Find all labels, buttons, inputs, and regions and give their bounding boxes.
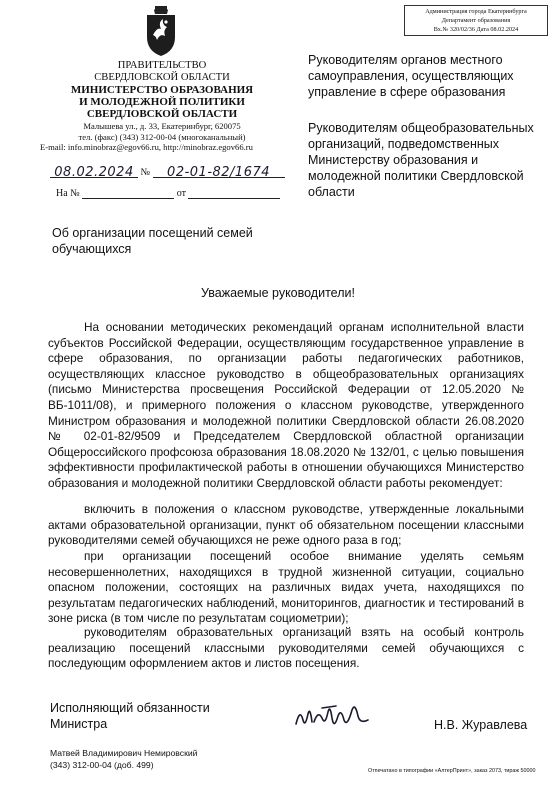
body-text-1: На основании методических рекомендаций органам исполнительной власти субъектов Российской Федерации, осуществляющим государственное управление в сфере образования, по организации работы педагогических работников, осуществляющих классное руководство в общеобразовательных организациях (письмо Министерства просвещения Российской Федерации от 12.05.2020 № ВБ-1011/08), и примерного положения о классном руководстве, утвержденного Министром образования и молодежной политики Свердловской области 26.08.2020 № 02-01-82/9509 и Председателем Свердловской областной организации Общероссийского профсоюза образования 18.08.2020 № 132/01, с целью повышения эффективности профилактической работы в отношении обучающихся Министерство образования и молодежной политики Свердловской области работы рекомендует: [48,320,524,490]
address-line-2: тел. (факс) (343) 312-00-04 (многоканальный) [78,131,246,142]
issuer-line-1: ПРАВИТЕЛЬСТВО [117,60,207,71]
registration-number: 02-01-82/1674 [167,165,271,180]
stamp-line-2: Департамент образования [441,17,511,24]
stamp-line-1: Администрация города Екатеринбурга [425,8,527,15]
body-paragraph-2 [48,502,524,549]
issuer-address [40,121,284,153]
recipients-block-2: Руководителям общеобразовательных организаций, подведомственных Министерству образования и молодежной политики Свердловской области [308,121,534,199]
reference-line [56,186,280,199]
reference-label: На № [56,188,80,199]
body-text-3: при организации посещений особое внимание уделять семьям несовершеннолетних, находящихся в трудной жизненной ситуации, социально опасном положении, состоящих на различных видах учета, находящихся по результатам педагогических наблюдений, мониторингов, диагностик и тестирований в зоне риска (в том числе по результатам социометрии); [48,549,524,626]
executor-phone: (343) 312-00-04 (доб. 499) [50,760,154,770]
from-label: от [176,188,186,199]
issuer-line-4: И МОЛОДЕЖНОЙ ПОЛИТИКИ [79,96,245,108]
issuer-line-5: СВЕРДЛОВСКОЙ ОБЛАСТИ [86,108,238,120]
address-line-3: E-mail: info.minobraz@egov66.ru, http://minobraz.egov66.ru [40,142,253,152]
registration-date-line [50,165,285,178]
body-paragraph-3 [48,549,524,627]
reference-number-blank [82,186,174,199]
stamp-line-3: Вх.№ 320/02/36 Дата 08.02.2024 [433,26,519,33]
body-paragraph-1 [48,320,524,492]
signatory-position-line-2: Министра [50,717,108,731]
issuer-line-3: МИНИСТЕРСТВО ОБРАЗОВАНИЯ [70,84,254,96]
issuer-block [40,60,284,120]
letter-subject: Об организации посещений семей обучающихся [52,226,253,256]
executor-block [50,747,197,771]
registration-date: 08.02.2024 [54,165,134,180]
coat-of-arms-icon [144,5,178,57]
handwritten-signature [292,700,376,734]
reference-date-blank [188,186,280,199]
salutation: Уважаемые руководители! [201,286,355,300]
recipients-block-1: Руководителям органов местного самоуправления, осуществляющих управление в сфере образования [308,53,514,99]
body-text-2: включить в положения о классном руководстве, утвержденные локальными актами образовательной организации, пункт об обязательном посещении классными руководителями семей обучающихся не реже одного раза в год; [48,502,524,548]
signatory-name: Н.В. Журавлева [434,718,528,732]
body-text-4: руководителям образовательных организаций взять на особый контроль реализацию посещений классными руководителями семей обучающихся с последующим оформлением актов и листов посещения. [48,625,524,671]
issuer-line-2: СВЕРДЛОВСКОЙ ОБЛАСТИ [94,72,230,83]
signatory-position-line-1: Исполняющий обязанности [50,701,210,715]
printer-note: Отпечатано в типографии «АлтерПринт», заказ 2073, тираж 50000 [368,768,536,774]
body-paragraph-4 [48,625,524,672]
incoming-stamp [404,5,548,36]
signatory-position [50,700,210,732]
executor-name: Матвей Владимирович Немировский [50,748,198,758]
number-label: № [140,167,151,178]
address-line-1: Малышева ул., д. 33, Екатеринбург, 620075 [83,121,241,131]
